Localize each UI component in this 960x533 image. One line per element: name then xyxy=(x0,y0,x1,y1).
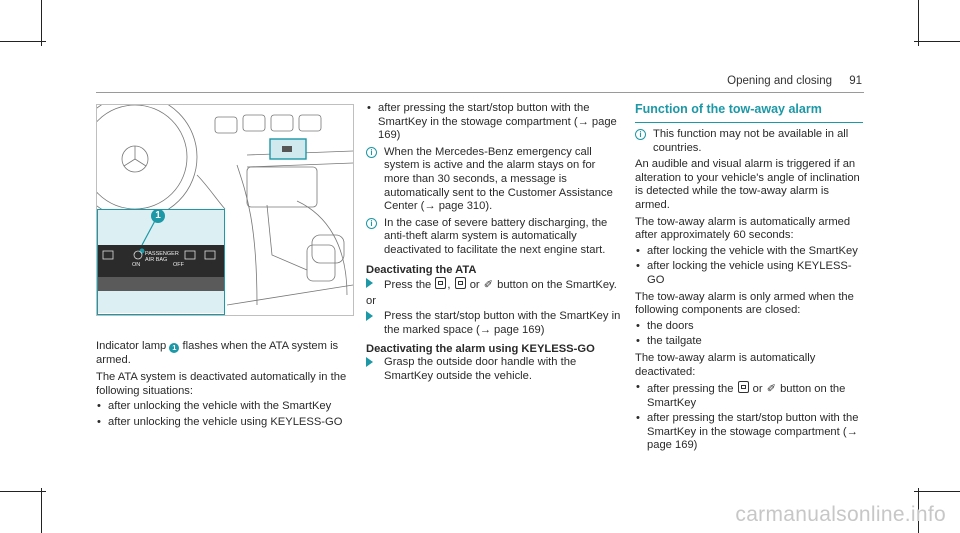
crop-mark xyxy=(914,491,960,492)
crop-mark xyxy=(0,41,46,42)
list-item: • after pressing the or ✐ button on the SmartKey xyxy=(635,381,863,410)
watermark: carmanualsonline.info xyxy=(735,503,946,526)
airbag-label-line2: AIR BAG xyxy=(145,257,168,263)
step-arrow-icon xyxy=(366,357,373,367)
callout-1: 1 xyxy=(151,209,165,223)
crop-mark xyxy=(41,0,42,46)
airbag-off-label: OFF xyxy=(173,262,184,268)
step-grasp-handle: Grasp the outside door handle with the SmartKey outside the vehicle. xyxy=(366,356,622,383)
list-item: • the tailgate xyxy=(635,335,863,349)
section-title: Opening and closing xyxy=(727,75,832,87)
unlock-key-icon xyxy=(738,381,749,393)
dashboard-illustration xyxy=(96,104,354,316)
info-icon: i xyxy=(366,218,377,229)
crop-mark xyxy=(41,488,42,533)
list-item: • after unlocking the vehicle using KEYLESS-GO xyxy=(96,416,352,430)
heading-tow-away-alarm: Function of the tow-away alarm xyxy=(635,102,863,123)
callout-badge: 1 xyxy=(169,343,179,353)
airbag-on-label: ON xyxy=(132,262,141,268)
armed-conditions: The tow-away alarm is only armed when the following components are closed: xyxy=(635,290,854,317)
step-start-stop: Press the start/stop button with the SmartKey in the marked space (→ page 169) xyxy=(366,310,622,337)
arming-description: The tow-away alarm is automatically armed after approximately 60 seconds: xyxy=(635,215,851,242)
crop-mark xyxy=(918,0,919,46)
right-column xyxy=(635,128,863,453)
list-item: • the doors xyxy=(635,320,863,334)
heading-keyless-go: Deactivating the alarm using KEYLESS-GO xyxy=(366,342,595,355)
page-number: 91 xyxy=(849,75,862,87)
ata-paragraph: The ATA system is deactivated automatically in the following situations: xyxy=(96,371,347,397)
list-item: • after pressing the start/stop button with the SmartKey in the stowage compartment (→ page 169) xyxy=(635,412,863,453)
step-press-button: Press the , or ✐ button on the SmartKey. xyxy=(366,277,622,293)
note-battery: i In the case of severe battery discharging, the anti-theft alarm system is automatically deactivated to facilitate the next engine start. xyxy=(366,217,622,258)
list-item: • after locking the vehicle with the SmartKey xyxy=(635,245,863,259)
callout-frame xyxy=(97,209,225,315)
alarm-description: An audible and visual alarm is triggered if an alteration to your vehicle's angle of inclination is detected while the tow-away alarm is armed. xyxy=(635,158,860,211)
unlock-key-icon xyxy=(435,277,446,289)
airbag-label-line1: PASSENGER xyxy=(145,251,179,257)
info-icon: i xyxy=(366,147,377,158)
info-icon: i xyxy=(635,129,646,140)
step-arrow-icon xyxy=(366,278,373,288)
lock-key-icon xyxy=(455,277,466,289)
or-text: or xyxy=(366,294,376,307)
header-divider xyxy=(96,92,864,93)
note-availability: i This function may not be available in all countries. xyxy=(635,128,863,155)
crop-mark xyxy=(914,41,960,42)
note-emergency-call: i When the Mercedes-Benz emergency call system is active and the alarm stays on for more than 30 seconds, a message is automatically sent to the Customer Assistance Center (→ page 310). xyxy=(366,146,622,214)
tailgate-key-icon: ✐ xyxy=(483,279,493,292)
heading-deactivating-ata: Deactivating the ATA xyxy=(366,263,477,276)
indicator-paragraph: Indicator lamp 1 flashes when the ATA system is armed. xyxy=(96,340,339,366)
tailgate-key-icon: ✐ xyxy=(766,383,776,396)
middle-column xyxy=(366,102,622,383)
list-item: • after unlocking the vehicle with the SmartKey xyxy=(96,400,352,414)
step-arrow-icon xyxy=(366,311,373,321)
list-item: • after pressing the start/stop button with the SmartKey in the stowage compartment (→ page 169) xyxy=(366,102,622,143)
page-header xyxy=(727,75,862,87)
left-column xyxy=(96,340,352,430)
deactivation-intro: The tow-away alarm is automatically deactivated: xyxy=(635,351,816,378)
list-item: • after locking the vehicle using KEYLESS-GO xyxy=(635,260,863,287)
crop-mark xyxy=(0,491,46,492)
